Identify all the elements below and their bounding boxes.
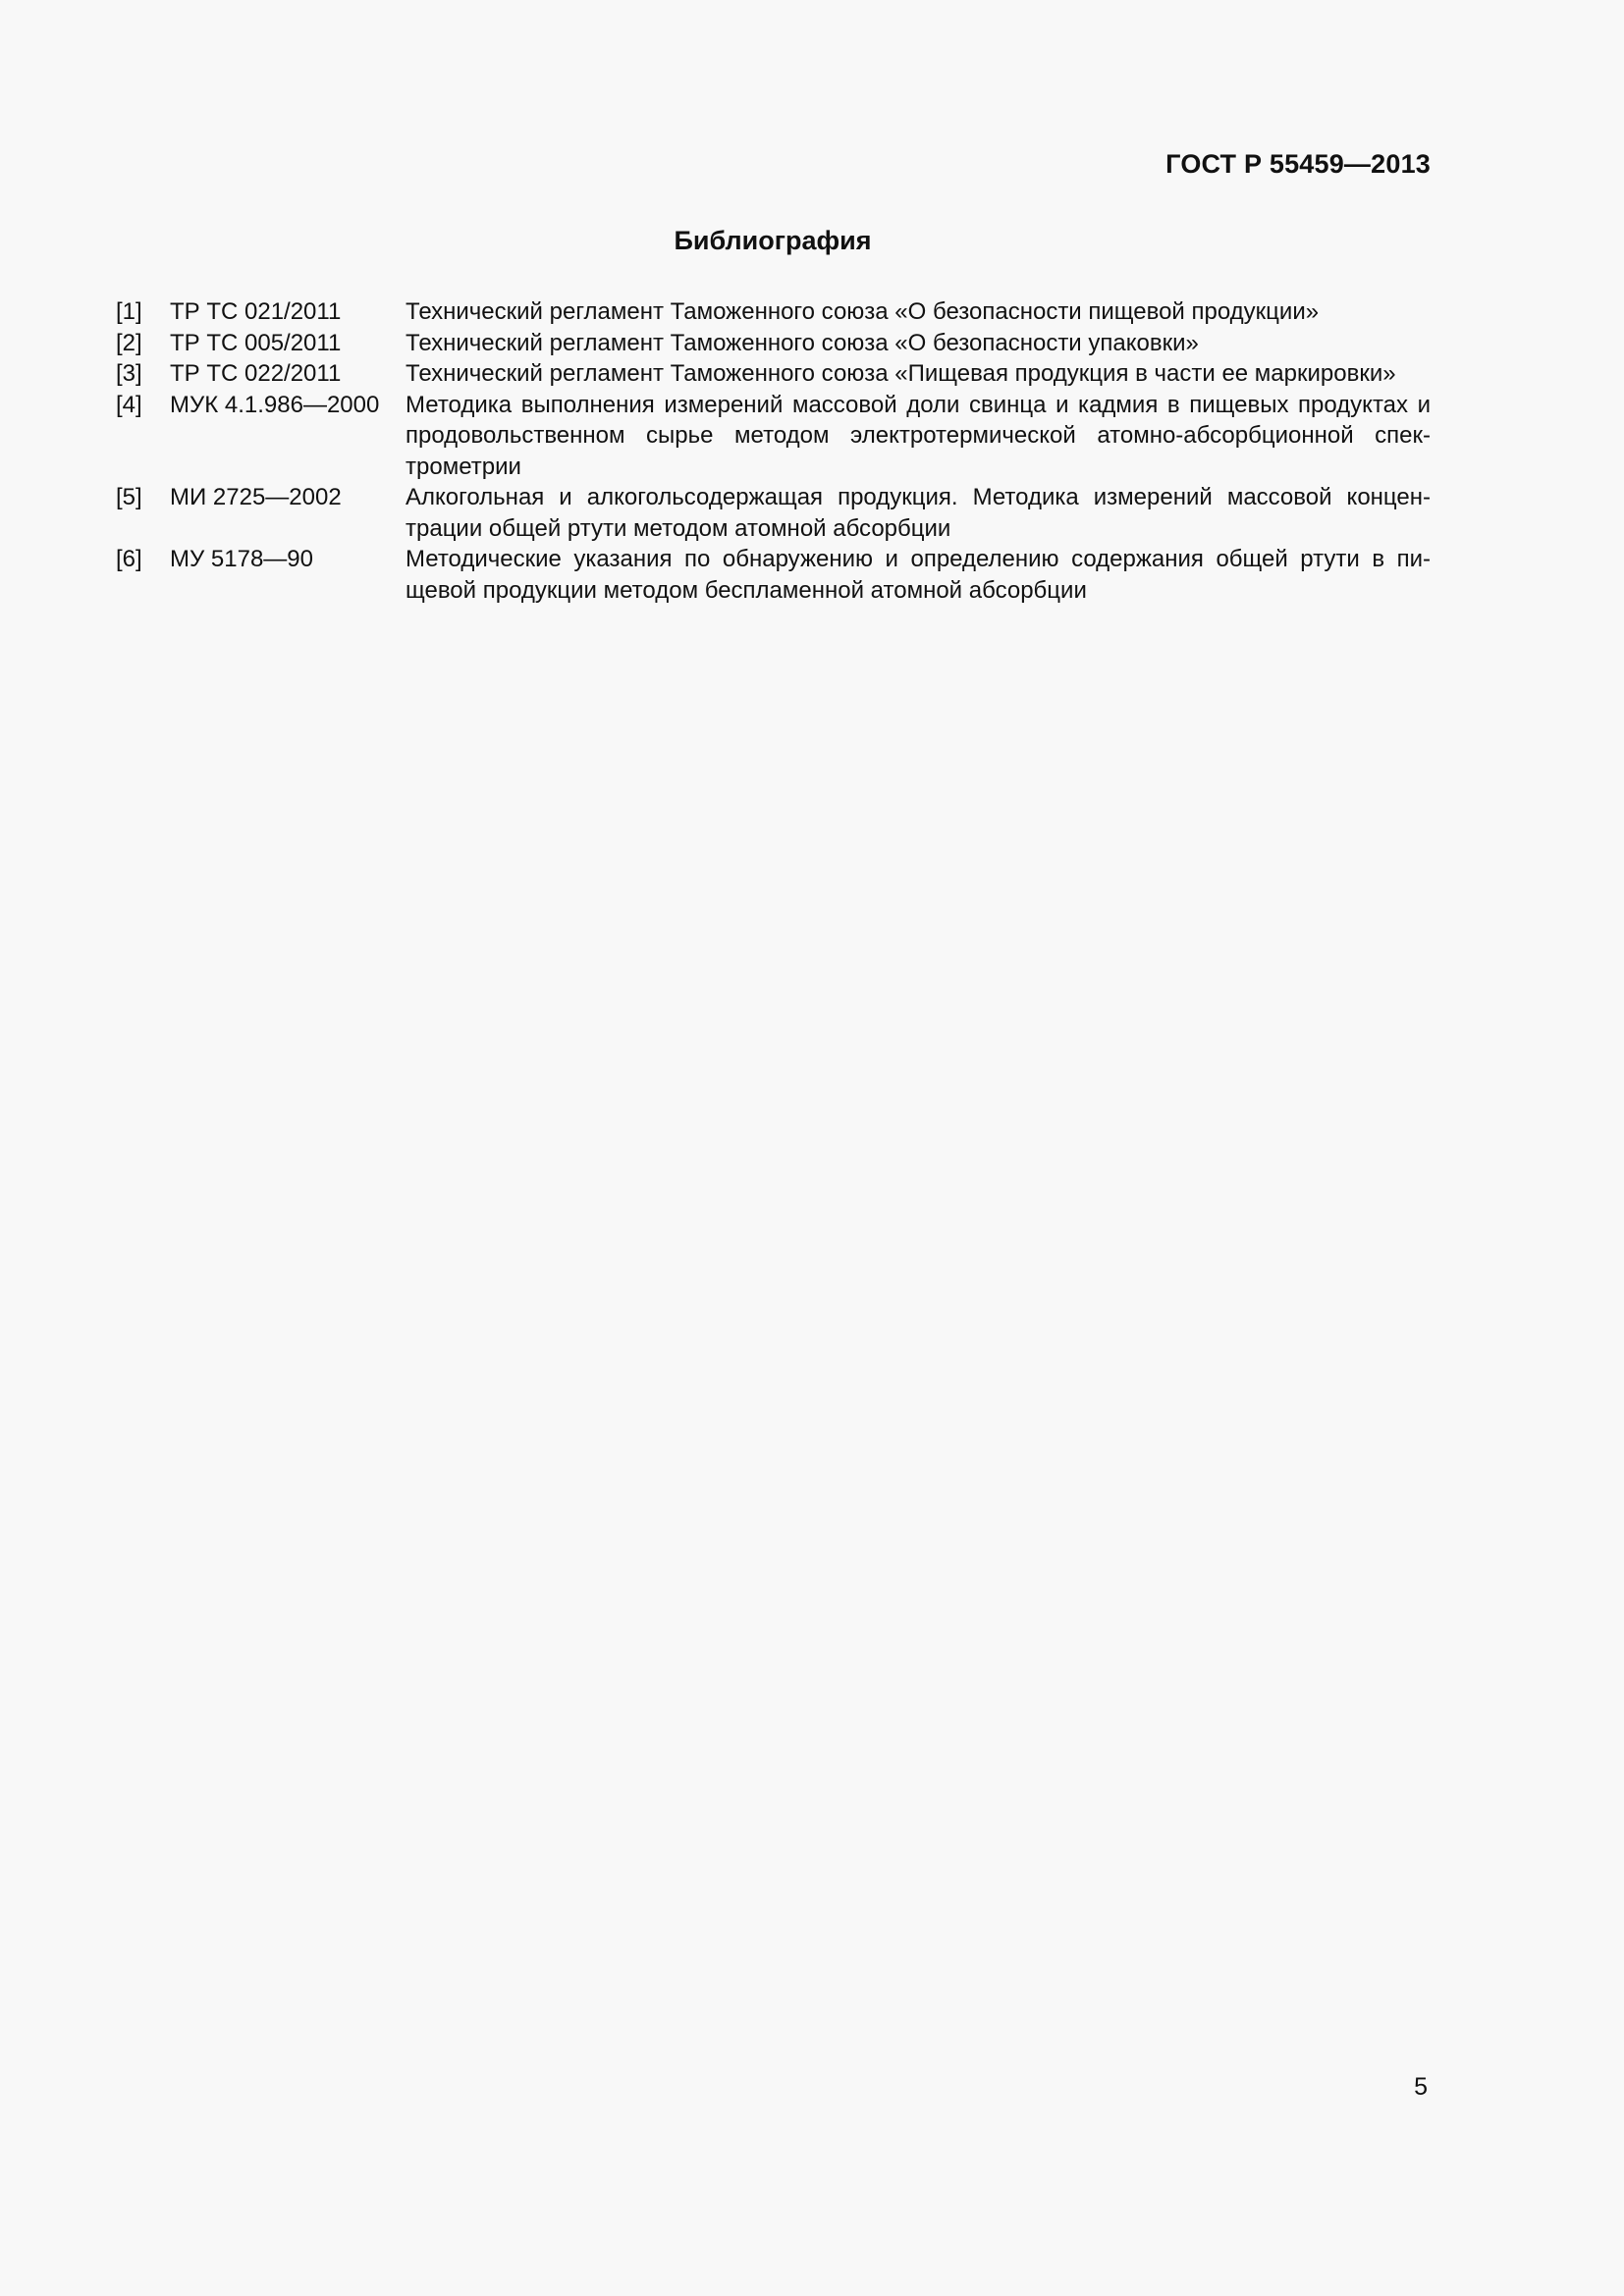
bibliography-number: [4] <box>116 391 142 418</box>
bibliography-item <box>116 482 1431 544</box>
bibliography-number: [1] <box>116 298 142 325</box>
bibliography-code: МИ 2725—2002 <box>170 484 342 510</box>
bibliography-code: МУК 4.1.986—2000 <box>170 391 380 418</box>
bibliography-number: [5] <box>116 484 142 510</box>
section-title: Библиография <box>674 226 872 255</box>
bibliography-item <box>116 296 1431 328</box>
bibliography-title: Технический регламент Таможенного союза «Пищевая продукция в части ее маркировки» <box>406 360 1396 387</box>
bibliography-title: Технический регламент Таможенного союза «О безопасности пищевой продукции» <box>406 298 1320 325</box>
bibliography-code: ТР ТС 021/2011 <box>170 298 342 325</box>
bibliography-title: Алкогольная и алкогольсодержащая продукция. Методика измерений массовой концентрации общей ртути методом атомной абсорбции <box>406 484 1431 542</box>
bibliography-number: [2] <box>116 329 142 356</box>
bibliography-item <box>116 328 1431 359</box>
bibliography-code: ТР ТС 005/2011 <box>170 329 342 356</box>
bibliography-title: Технический регламент Таможенного союза «О безопасности упаковки» <box>406 329 1199 356</box>
document-code: ГОСТ Р 55459—2013 <box>1165 149 1431 179</box>
bibliography-code: МУ 5178—90 <box>170 546 313 572</box>
bibliography-code: ТР ТС 022/2011 <box>170 360 342 387</box>
bibliography-item <box>116 358 1431 390</box>
bibliography-title: Методические указания по обнаружению и определению содержания общей ртути в пищевой продукции методом беспламенной атомной абсорбции <box>406 546 1431 604</box>
bibliography-list <box>116 296 1431 606</box>
page-number: 5 <box>1414 2073 1428 2101</box>
bibliography-title: Методика выполнения измерений массовой доли свинца и кадмия в пищевых продуктах и продовольственном сырье методом электротермической атомно-абсорбционной спектрометрии <box>406 391 1431 480</box>
bibliography-item <box>116 544 1431 606</box>
bibliography-number: [3] <box>116 360 142 387</box>
bibliography-item <box>116 390 1431 483</box>
bibliography-number: [6] <box>116 546 142 572</box>
